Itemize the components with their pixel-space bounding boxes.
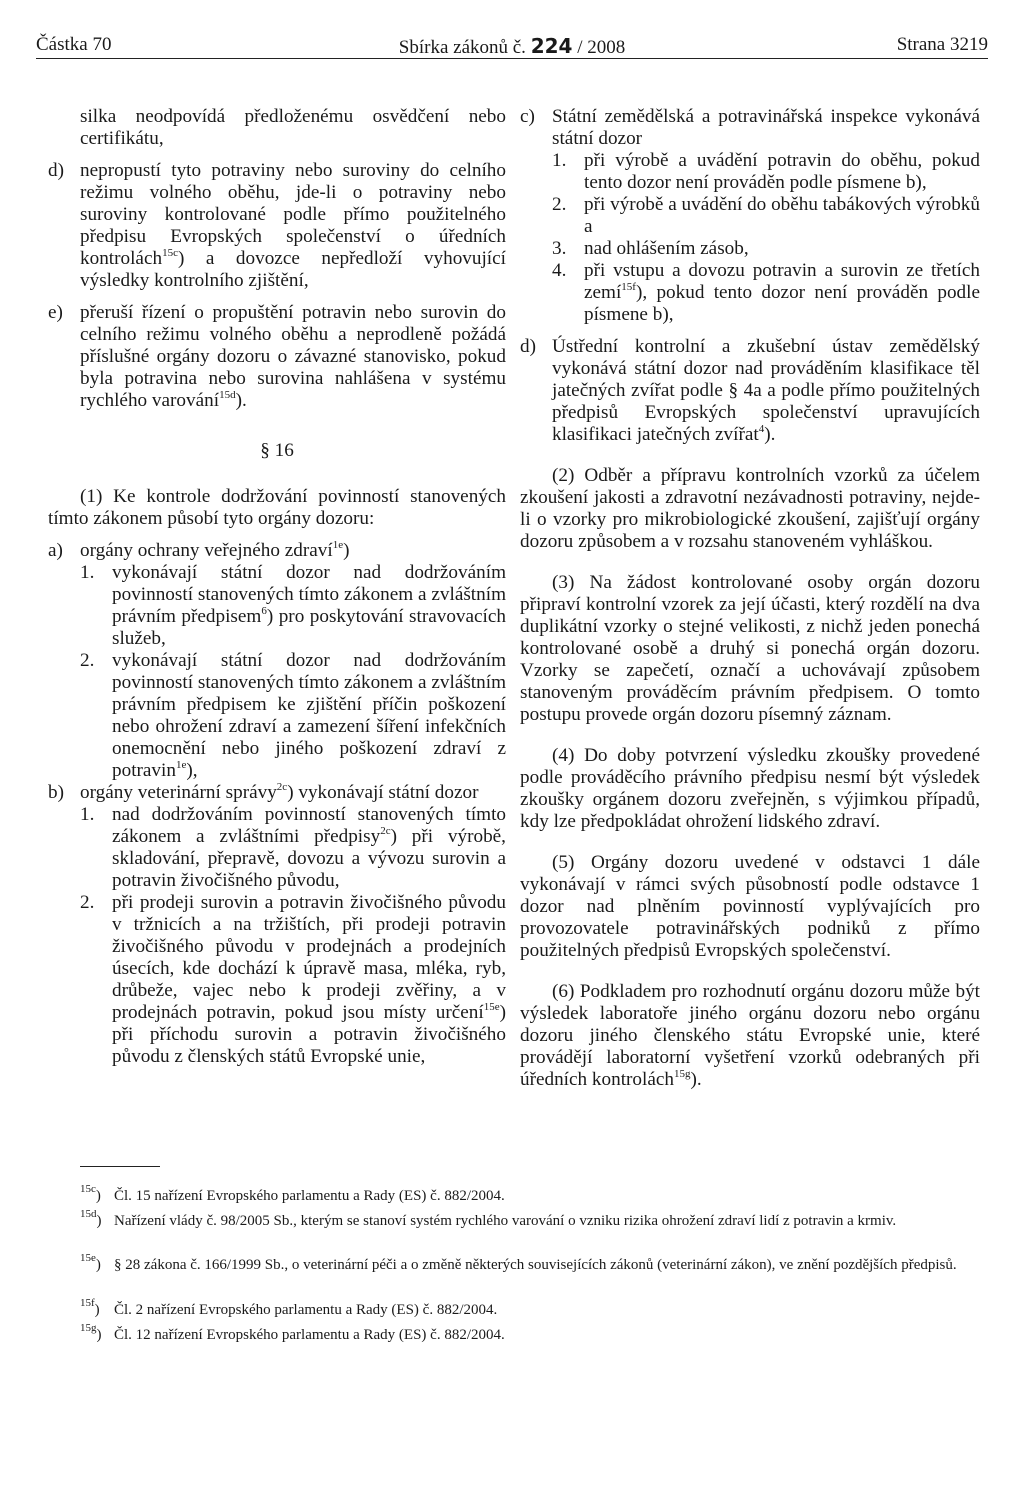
left-column bbox=[48, 106, 506, 1068]
header-law-number: 224 bbox=[530, 34, 573, 58]
paragraph-6: (6) Podkladem pro rozhodnutí orgánu dozoru může být výsledek laboratoře jiného orgánu dozoru nebo orgánu dozoru jiného členského státu Evropské unie, které provádějí laboratorní vyšetření vzorků odebraných při úředních kontrolách$^{15g}$). bbox=[520, 981, 980, 1090]
right-column bbox=[520, 106, 980, 1091]
item-d-right: d) Ústřední kontrolní a zkušební ústav zemědělský vykonává státní dozor nad prováděním klasifikace těl jatečných zvířat podle § 4a a podle přímo použitelných předpisů Evropských společenství upravujících klasifikaci jatečných zvířat$^4$). bbox=[520, 336, 980, 445]
header-issue: Částka 70 bbox=[36, 34, 112, 55]
footnote-ref: 1e bbox=[175, 759, 187, 771]
footnote bbox=[80, 1252, 980, 1275]
footnote-ref: 1e bbox=[332, 539, 344, 551]
footnote-text: Čl. 15 nařízení Evropského parlamentu a Rady (ES) č. 882/2004. bbox=[114, 1188, 505, 1204]
item-c-3: 3. nad ohlášením zásob, bbox=[552, 238, 749, 259]
header-collection bbox=[36, 34, 988, 59]
item-c-1: 1. při výrobě a uvádění potravin do oběhu, pokud tento dozor není prováděn podle písmene b), bbox=[552, 150, 980, 193]
item-c-2: 2. při výrobě a uvádění do oběhu tabákových výrobků a bbox=[552, 194, 980, 237]
footnote bbox=[80, 1183, 980, 1206]
footnote-ref: 15f bbox=[621, 281, 636, 293]
footnote-mark: $^{15e}$) bbox=[80, 1252, 101, 1273]
footnote-ref: 2c bbox=[380, 825, 391, 837]
footnote bbox=[80, 1208, 980, 1231]
paragraph-3: (3) Na žádost kontrolované osoby orgán dozoru připraví kontrolní vzorek za její účasti, který rozdělí na dva duplikátní vzorky o stejné velikosti, z nichž jeden ponechá kontrolované osobě a druhý si ponechá orgán dozoru. Vzorky se zapečetí, označí a uchovávají způsobem stanoveným prováděcím právním předpisem. O tomto postupu provede orgán dozoru písemný záznam. bbox=[520, 572, 980, 725]
footnote bbox=[80, 1322, 980, 1345]
section-heading bbox=[48, 440, 506, 462]
footnote-ref: 15g bbox=[673, 1068, 691, 1080]
footnote bbox=[80, 1297, 980, 1320]
footnote-mark: $^{15f}$) bbox=[80, 1297, 100, 1318]
continued-text: silka neodpovídá předloženému osvědčení nebo certifikátu, bbox=[80, 106, 506, 149]
item-a-1: 1. vykonávají státní dozor nad dodržováním povinností stanovených tímto zákonem a zvláštním právním předpisem$^6$) pro poskytování stravovacích služeb, bbox=[80, 562, 506, 649]
footnote-text: Čl. 2 nařízení Evropského parlamentu a Rady (ES) č. 882/2004. bbox=[114, 1302, 498, 1318]
item-d-label: d) bbox=[48, 160, 64, 181]
footnote-text: Čl. 12 nařízení Evropského parlamentu a Rady (ES) č. 882/2004. bbox=[114, 1327, 505, 1343]
header-collection-prefix: Sbírka zákonů č. bbox=[398, 37, 526, 58]
footnote-ref: 15e bbox=[483, 1001, 500, 1013]
footnote-mark: $^{15c}$) bbox=[80, 1183, 101, 1204]
paragraph-5: (5) Orgány dozoru uvedené v odstavci 1 dále vykonávají v rámci svých působností podle odstavce 1 dozor nad plněním povinností vyplývajících pro provozovatele potravinářských podniků z přímo použitelných předpisů Evropských společenství. bbox=[520, 852, 980, 961]
footnote-divider bbox=[80, 1166, 160, 1167]
footnote-text: § 28 zákona č. 166/1999 Sb., o veterinární péči a o změně některých souvisejících zákonů (veterinární zákon), ve znění pozdějších předpisů. bbox=[114, 1257, 957, 1273]
item-e-label: e) bbox=[48, 302, 63, 323]
footnote-text: Nařízení vlády č. 98/2005 Sb., kterým se stanoví systém rychlého varování o vzniku rizika ohrožení zdraví lidí z potravin a krmiv. bbox=[114, 1213, 897, 1229]
item-c-4: 4. při vstupu a dovozu potravin a surovin ze třetích zemí$^{15f}$), pokud tento dozor není prováděn podle písmene b), bbox=[552, 260, 980, 325]
footnote-ref: 15d bbox=[219, 389, 236, 401]
footnote-ref: 15c bbox=[162, 247, 178, 259]
item-b-2: 2. při prodeji surovin a potravin živočišného původu v tržnicích a na tržištích, při prodeji potravin živočišného původu v prodejnách a prodejních úsecích, kde dochází k úpravě masa, mléka, ryb, drůbeže, vajec nebo k prodeji zvěřiny, a v prodejnách potravin, pokud jsou místy určení$^{15e}$) při příchodu surovin a potravin živočišného původu z členských států Evropské unie, bbox=[80, 892, 506, 1067]
footnote-mark: $^{15d}$) bbox=[80, 1208, 102, 1229]
item-a: a) orgány ochrany veřejného zdraví$^{1e}$) bbox=[48, 539, 350, 561]
footnote-ref: 6 bbox=[261, 605, 267, 617]
paragraph-4: (4) Do doby potvrzení výsledku zkoušky provedené podle prováděcího právního předpisu nesmí být výsledek zkoušky orgánem dozoru zveřejněn, s výjimkou případů, kdy lze předpokládat ohrožení lidského zdraví. bbox=[520, 745, 980, 832]
paragraph-2: (2) Odběr a přípravu kontrolních vzorků za účelem zkoušení jakosti a zdravotní nezávadnosti potraviny, nejde-li o vzorky pro mikrobiologické zkoušení, zajišťují orgány dozoru způsobem a v rozsahu stanoveném vyhláškou. bbox=[520, 465, 980, 552]
page-header bbox=[36, 28, 988, 59]
paragraph-1: (1) Ke kontrole dodržování povinností stanovených tímto zákonem působí tyto orgány dozoru: bbox=[48, 486, 506, 529]
section-symbol: § bbox=[260, 440, 270, 461]
section-symbol: § bbox=[728, 380, 739, 401]
item-b-1: 1. nad dodržováním povinností stanovených tímto zákonem a zvláštními předpisy$^{2c}$) při výrobě, skladování, přepravě, dovozu a vývozu surovin a potravin živočišného původu, bbox=[80, 804, 506, 891]
footnote-ref: 4 bbox=[758, 423, 765, 435]
footnote-ref: 2c bbox=[276, 781, 288, 793]
item-e: e) přeruší řízení o propuštění potravin nebo surovin do celního režimu volného oběhu a neprodleně požádá příslušné orgány dozoru o závazné stanovisko, pokud byla potravina nebo surovina nahlášena v systému rychlého varování$^{15d}$). bbox=[48, 302, 506, 411]
item-a-2: 2. vykonávají státní dozor nad dodržováním povinností stanovených tímto zákonem a zvláštním právním předpisem ke zjištění příčin poškození nebo ohrožení zdraví a zamezení šíření infekčních onemocnění nebo jiného poškození zdraví z potravin$^{1e}$), bbox=[80, 650, 506, 781]
item-c: c) Státní zemědělská a potravinářská inspekce vykonává státní dozor bbox=[520, 106, 980, 149]
item-b: b) orgány veterinární správy$^{2c}$) vykonávají státní dozor bbox=[48, 781, 479, 803]
footnote-mark: $^{15g}$) bbox=[80, 1322, 102, 1343]
section-number: 16 bbox=[274, 440, 294, 461]
header-page-number: Strana 3219 bbox=[896, 34, 988, 55]
item-d: d) nepropustí tyto potraviny nebo suroviny do celního režimu volného oběhu, jde-li o potraviny nebo suroviny kontrolované podle přímo použitelného předpisu Evropských společenství o úředních kontrolách$^{15c}$) a dovozce nepředloží vyhovující výsledky kontrolního zjištění, bbox=[48, 160, 506, 291]
header-year: / 2008 bbox=[577, 37, 626, 58]
